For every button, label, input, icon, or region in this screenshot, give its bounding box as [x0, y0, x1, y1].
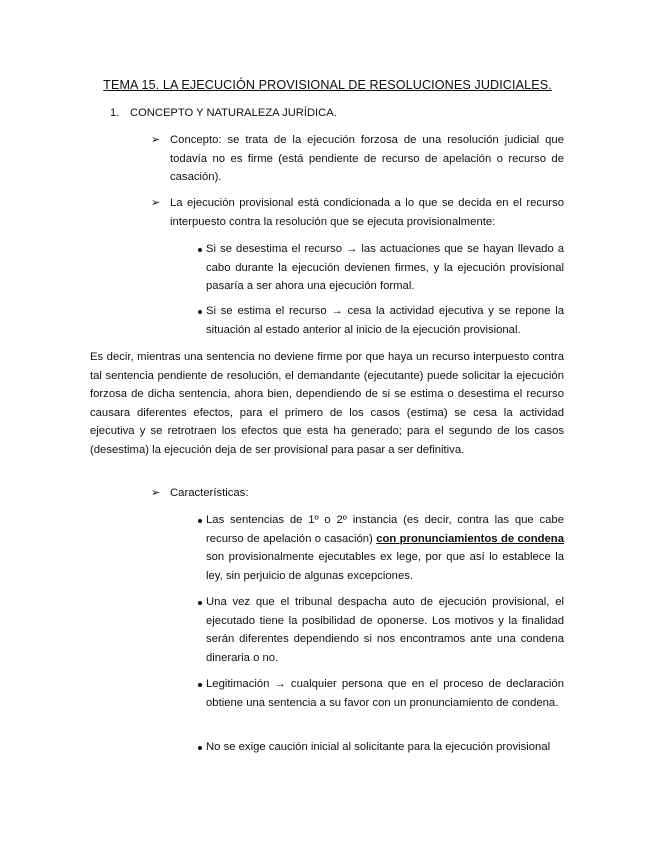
desestima-text: Si se desestima el recurso → las actuaciones que se hayan llevado a cabo durante la ejecución devienen firmes, y la ejecución provisional pasaría a ser ahora una ejecución formal.: [206, 243, 564, 292]
condition-paragraph: La ejecución provisional está condicionada a lo que se decida en el recurso interpuesto contra la resolución que se ejecuta provisionalmente:: [170, 197, 564, 228]
bullet-dot-icon: [198, 519, 202, 523]
caracteristicas-heading: Características:: [170, 487, 249, 499]
bullet-dot-icon: [198, 683, 202, 687]
bullet-dot-icon: [198, 248, 202, 252]
bullet-dot-icon: [198, 310, 202, 314]
arrow-bullet-icon: ➢: [151, 487, 161, 499]
arrow-bullet-icon: ➢: [151, 134, 161, 146]
desestima-bullet: [206, 240, 564, 296]
bullet-dot-icon: [198, 746, 202, 750]
caracteristica-3: Legitimación → cualquier persona que en el proceso de declaración obtiene una sentencia a su favor con un pronunciamiento de condena.: [206, 678, 564, 709]
estima-bullet: [206, 302, 564, 339]
caracteristica-1-text-a: Las sentencias de 1º o 2º instancia (es decir, contra las que cabe recurso de apelación o casación): [206, 514, 564, 545]
concepto-paragraph: Concepto: se trata de la ejecución forzosa de una resolución judicial que todavía no es firme (está pendiente de recurso de apelación o recurso de casación).: [170, 134, 564, 183]
caracteristica-2: Una vez que el tribunal despacha auto de ejecución provisional, el ejecutado tiene la posibilidad de oponerse. Los motivos y la finalidad serán diferentes dependiendo si nos encontramos ante una condena dineraria o no.: [206, 596, 564, 664]
section-heading-text: CONCEPTO Y NATURALEZA JURÍDICA.: [130, 107, 337, 119]
condena-emphasis: con pronunciamientos de condena: [376, 532, 564, 545]
estima-text: Si se estima el recurso → cesa la actividad ejecutiva y se repone la situación al estado anterior al inicio de la ejecución provisional.: [206, 305, 564, 336]
document-title: TEMA 15. LA EJECUCIÓN PROVISIONAL DE RESOLUCIONES JUDICIALES.: [103, 78, 552, 92]
section-heading: [110, 107, 337, 119]
caracteristica-1-text-b: son provisionalmente ejecutables ex lege, por que así lo establece la ley, sin perjuicio de algunas excepciones.: [206, 551, 564, 582]
caracteristica-1: [206, 511, 564, 585]
caracteristica-4: No se exige caución inicial al solicitante para la ejecución provisional: [206, 741, 551, 753]
explanation-paragraph: Es decir, mientras una sentencia no deviene firme por que haya un recurso interpuesto contra tal sentencia pendiente de resolución, el demandante (ejecutante) puede solicitar la ejecución forzosa de dicha sentencia, ahora bien, dependiendo de si se estima o desestima el recurso causara diferentes efectos, para el primero de los casos (estima) se cesa la actividad ejecutiva y se retrotraen los efectos que esta ha generado; para el segundo de los casos (desestima) la ejecución deja de ser provisional para pasar a ser definitiva.: [90, 351, 564, 456]
section-number: 1.: [110, 107, 120, 119]
arrow-bullet-icon: ➢: [151, 197, 161, 209]
bullet-dot-icon: [198, 601, 202, 605]
